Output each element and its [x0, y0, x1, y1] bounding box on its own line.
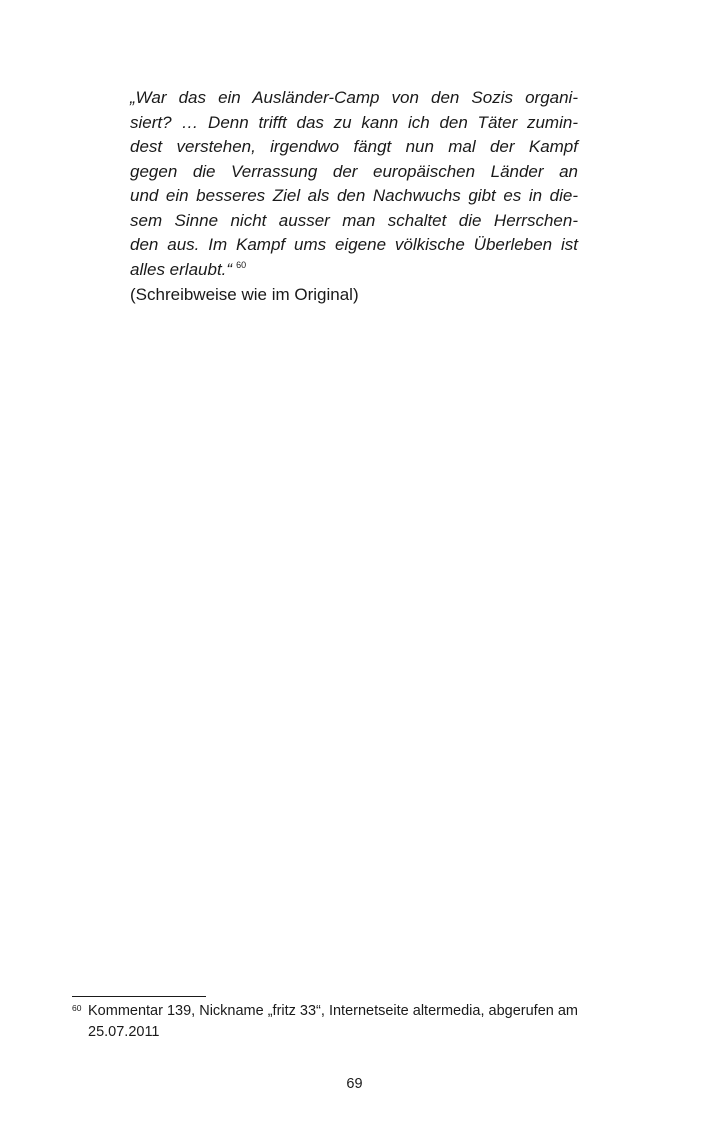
quote-line: sem Sinne nicht ausser man schaltet die Herrschen-	[130, 210, 578, 230]
quote-line: dest verstehen, irgendwo fängt nun mal der Kampf	[130, 137, 578, 156]
quote-line: gegen die Verrassung der europäischen Länder an	[130, 161, 578, 181]
footnote-text: Kommentar 139, Nickname „fritz 33“, Internetseite altermedia, abgerufen am 25.07.2011	[88, 1003, 579, 1040]
quote-line: „War das ein Ausländer-Camp von den Sozis organi-	[130, 88, 578, 107]
quote-line: den aus. Im Kampf ums eigene völkische Überleben ist	[130, 235, 578, 254]
footnote-divider	[72, 996, 206, 997]
quote-line: und ein besseres Ziel als den Nachwuchs gibt es in die-	[130, 186, 578, 205]
footnote-reference[interactable]: 60	[236, 259, 247, 270]
spelling-note: (Schreibweise wie im Original)	[130, 285, 359, 304]
block-quote	[130, 86, 578, 308]
footnote	[72, 1001, 642, 1043]
quote-last-line	[130, 258, 578, 283]
footnote-number: 60	[72, 1003, 82, 1013]
quote-line-text: alles erlaubt.“	[130, 259, 233, 279]
quote-line: siert? … Denn trifft das zu kann ich den Täter zumin-	[130, 112, 578, 132]
page-number: 69	[346, 1076, 363, 1092]
